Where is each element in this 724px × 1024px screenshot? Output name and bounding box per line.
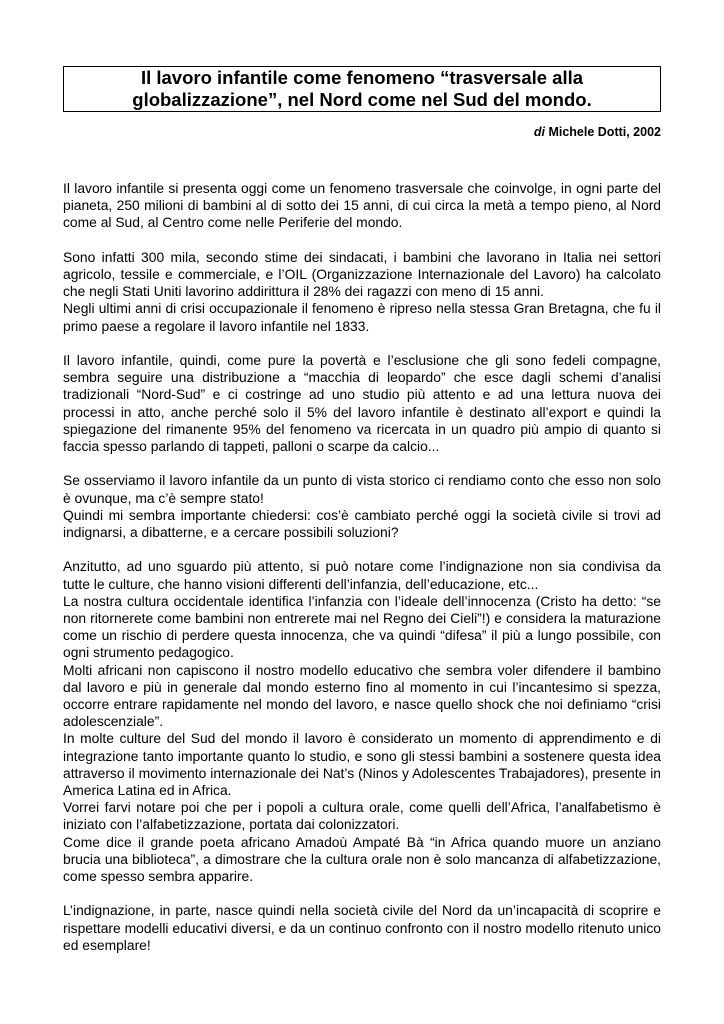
paragraph-2 <box>63 249 661 335</box>
paragraph-line: Il lavoro infantile, quindi, come pure la povertà e l’esclusione che gli sono fedeli compagne, sembra seguire una distribuzione a “macchia di leopardo” che esce dagli schemi d’analisi tradizionali “Nord-Sud” e ci costringe ad uno studio più attento e ad una lettura nuova dei processi in atto, anche perché solo il 5% del lavoro infantile è destinato all’export e quindi la spiegazione del rimanente 95% del fenomeno va ricercata in un quadro più ampio di quanto si faccia spesso parlando di tappeti, palloni o scarpe da calcio... <box>63 352 661 455</box>
author-name: Michele Dotti, 2002 <box>548 125 661 139</box>
paragraph-6 <box>63 902 661 954</box>
paragraph-line: Negli ultimi anni di crisi occupazionale il fenomeno è ripreso nella stessa Gran Bretagna, che fu il primo paese a regolare il lavoro infantile nel 1833. <box>63 300 661 334</box>
paragraph-line: Il lavoro infantile si presenta oggi come un fenomeno trasversale che coinvolge, in ogni parte del pianeta, 250 milioni di bambini al di sotto dei 15 anni, di cui circa la metà a tempo pieno, al Nord come al Sud, al Centro come nelle Periferie del mondo. <box>63 180 661 231</box>
article-body <box>63 180 661 971</box>
document-title <box>132 67 591 111</box>
paragraph-line: In molte culture del Sud del mondo il lavoro è considerato un momento di apprendimento e di integrazione tanto importante quanto lo studio, e sono gli stessi bambini a sostenere questa idea attraverso il movimento internazionale dei Nat’s (Ninos y Adolescentes Trabajadores), presente in America Latina ed in Africa. <box>63 730 661 799</box>
paragraph-line: Come dice il grande poeta africano Amadoù Ampaté Bà “in Africa quando muore un anziano brucia una biblioteca”, a dimostrare che la cultura orale non è solo mancanza di alfabetizzazione, come spesso sembra apparire. <box>63 833 661 885</box>
paragraph-line: Vorrei farvi notare poi che per i popoli a cultura orale, come quelli dell’Africa, l’analfabetismo è iniziato con l’alfabetizzazione, portata dai colonizzatori. <box>63 799 661 833</box>
paragraph-line: Molti africani non capiscono il nostro modello educativo che sembra voler difendere il bambino dal lavoro e più in generale dal mondo esterno fino al momento in cui l’incantesimo si spezza, occorre entrare rapidamente nel mondo del lavoro, e nasce quello shock che noi definiamo “crisi adolescenziale”. <box>63 661 661 730</box>
paragraph-line: Sono infatti 300 mila, secondo stime dei sindacati, i bambini che lavorano in Italia nei settori agricolo, tessile e commerciale, e l’OIL (Organizzazione Internazionale del Lavoro) ha calcolato che negli Stati Uniti lavorino addirittura il 28% dei ragazzi con meno di 15 anni. <box>63 248 661 300</box>
paragraph-line: Se osserviamo il lavoro infantile da un punto di vista storico ci rendiamo conto che esso non solo è ovunque, ma c’è sempre stato! <box>63 472 661 506</box>
author-line <box>63 125 661 139</box>
paragraph-3 <box>63 352 661 455</box>
paragraph-1 <box>63 180 661 232</box>
paragraph-line: La nostra cultura occidentale identifica l’infanzia con l’ideale dell’innocenza (Cristo ha detto: “se non ritornerete come bambini non entrerete mai nel Regno dei Cieli”!) e considera la maturazione come un rischio di perdere questa innocenza, che va quindi “difesa” il più a lungo possibile, con ogni strumento pedagogico. <box>63 592 661 661</box>
paragraph-4 <box>63 472 661 541</box>
title-line-2: globalizzazione”, nel Nord come nel Sud del mondo. <box>132 89 592 110</box>
paragraph-line: L’indignazione, in parte, nasce quindi nella società civile del Nord da un’incapacità di scoprire e rispettare modelli educativi diversi, e da un continuo confronto con il nostro modello ritenuto unico ed esemplare! <box>63 902 661 953</box>
paragraph-5 <box>63 558 661 885</box>
paragraph-line: Anzitutto, ad uno sguardo più attento, si può notare come l’indignazione non sia condivisa da tutte le culture, che hanno visioni differenti dell’infanzia, dell’educazione, etc... <box>63 558 661 592</box>
title-box <box>63 66 661 112</box>
author-prefix: di <box>533 125 545 139</box>
paragraph-line: Quindi mi sembra importante chiedersi: cos’è cambiato perché oggi la società civile si trovi ad indignarsi, a dibatterne, e a cercare possibili soluzioni? <box>63 506 661 541</box>
title-line-1: Il lavoro infantile come fenomeno “trasversale alla <box>140 67 584 88</box>
